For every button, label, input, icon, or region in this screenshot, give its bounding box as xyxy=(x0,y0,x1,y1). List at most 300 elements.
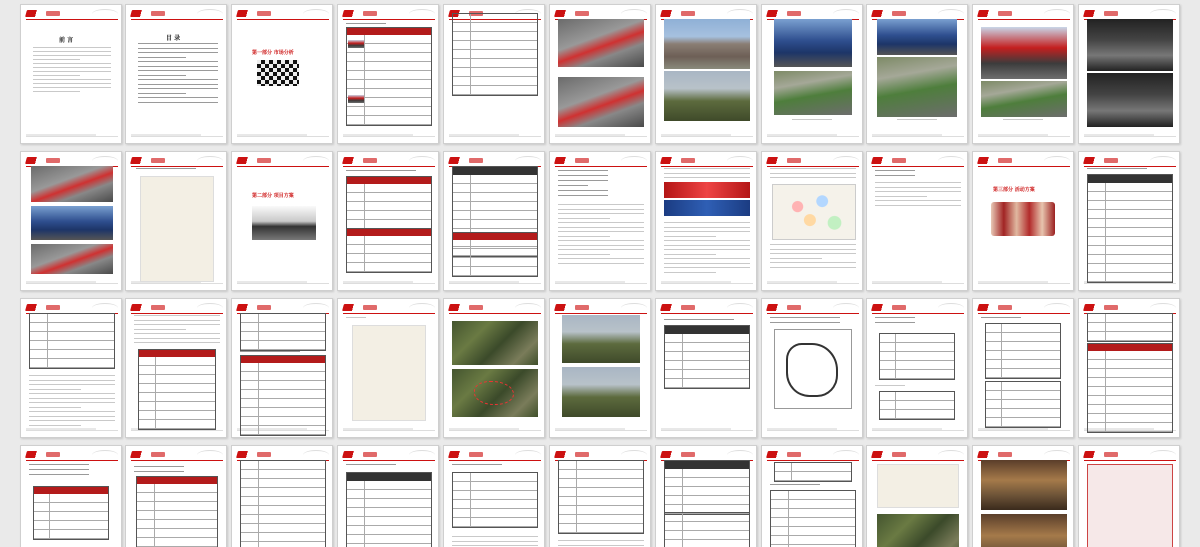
header-swirl xyxy=(1044,303,1070,313)
header-swirl xyxy=(938,450,964,460)
indoor-track-photo xyxy=(1087,73,1173,127)
table-header xyxy=(665,326,749,334)
table-row xyxy=(1088,219,1172,228)
text-line xyxy=(875,322,915,323)
text-line xyxy=(770,317,840,318)
building-photo xyxy=(664,19,750,69)
text-line xyxy=(29,411,115,412)
document-page-thumbnail[interactable] xyxy=(972,151,1074,291)
table-cell xyxy=(241,488,259,496)
document-page-thumbnail[interactable] xyxy=(655,445,757,547)
logo-text xyxy=(575,305,589,310)
table-row xyxy=(986,342,1060,351)
header-rule xyxy=(237,166,329,167)
table-row xyxy=(137,511,217,520)
document-page-thumbnail[interactable] xyxy=(761,445,863,547)
section-title: 第一部分 市场分析 xyxy=(252,50,294,56)
table-cell xyxy=(1088,237,1106,245)
table xyxy=(452,472,538,528)
document-page-thumbnail[interactable] xyxy=(549,298,651,438)
text-line xyxy=(664,245,750,246)
document-page-thumbnail[interactable] xyxy=(1078,151,1180,291)
document-page-thumbnail[interactable] xyxy=(125,4,227,144)
page-header xyxy=(767,156,859,166)
text-line xyxy=(33,91,80,92)
page-header xyxy=(872,9,964,19)
document-page-thumbnail[interactable] xyxy=(231,445,333,547)
page-header xyxy=(26,9,118,19)
page-header xyxy=(343,303,435,313)
logo-mark xyxy=(130,157,150,164)
header-rule xyxy=(237,19,329,20)
table-header xyxy=(139,350,215,357)
table-header xyxy=(137,477,217,484)
logo-text xyxy=(787,452,801,457)
header-swirl xyxy=(409,156,435,166)
table-cell xyxy=(347,263,365,271)
text-line xyxy=(33,51,111,52)
logo-text xyxy=(257,158,271,163)
text-line xyxy=(29,402,115,403)
document-page-thumbnail[interactable] xyxy=(337,151,439,291)
table-cell xyxy=(880,401,896,409)
header-rule xyxy=(343,166,435,167)
document-page-thumbnail[interactable] xyxy=(231,4,333,144)
table-cell xyxy=(771,536,789,544)
document-page-thumbnail[interactable] xyxy=(125,151,227,291)
text-line xyxy=(664,222,750,223)
document-page-thumbnail[interactable] xyxy=(231,298,333,438)
page-footer xyxy=(767,136,859,138)
table xyxy=(879,391,955,420)
table-cell xyxy=(453,220,471,228)
table-row xyxy=(453,267,537,276)
table-row xyxy=(139,402,215,411)
table-cell xyxy=(986,342,1002,350)
table-cell xyxy=(880,352,896,360)
table-row xyxy=(347,526,431,535)
table-row xyxy=(986,369,1060,378)
table-row xyxy=(137,529,217,538)
venue-photo xyxy=(774,19,852,67)
checkered-flag-photo xyxy=(257,60,299,86)
text-line xyxy=(29,425,81,426)
page-header xyxy=(661,303,753,313)
header-swirl xyxy=(92,156,118,166)
table-cell xyxy=(34,530,50,538)
table-row xyxy=(453,86,537,95)
table-row xyxy=(241,372,325,381)
header-rule xyxy=(449,460,541,461)
table-header xyxy=(1088,344,1172,351)
table-row xyxy=(1088,228,1172,237)
header-swirl xyxy=(833,9,859,19)
page-footer xyxy=(978,283,1070,285)
text-line xyxy=(770,322,840,323)
document-page-thumbnail[interactable] xyxy=(337,445,439,547)
logo-text xyxy=(151,305,165,310)
table-row xyxy=(30,341,114,350)
table xyxy=(138,349,216,430)
document-page-thumbnail[interactable] xyxy=(337,4,439,144)
text-line xyxy=(33,71,111,72)
logo-mark xyxy=(130,304,150,311)
table-cell xyxy=(665,496,683,504)
page-header xyxy=(661,9,753,19)
header-rule xyxy=(661,313,753,314)
table-row xyxy=(241,399,325,408)
logo-mark xyxy=(766,157,786,164)
page-footer xyxy=(237,136,329,138)
table-row xyxy=(347,193,431,202)
table-cell xyxy=(30,323,48,331)
header-swirl xyxy=(621,156,647,166)
table-cell xyxy=(347,535,365,543)
logo-mark xyxy=(1083,304,1103,311)
table-row xyxy=(1088,264,1172,273)
table-row xyxy=(347,107,431,116)
table-cell xyxy=(347,245,365,253)
document-page-thumbnail[interactable] xyxy=(655,298,757,438)
logo-text xyxy=(1104,452,1118,457)
text-line xyxy=(664,267,750,268)
document-page-thumbnail[interactable] xyxy=(443,151,545,291)
document-page-thumbnail[interactable] xyxy=(20,151,122,291)
document-page-thumbnail[interactable] xyxy=(337,298,439,438)
document-page-thumbnail[interactable] xyxy=(866,4,968,144)
text-line xyxy=(29,393,115,394)
table-cell xyxy=(453,77,471,85)
area-map xyxy=(352,325,426,421)
table-cell xyxy=(771,509,789,517)
table-cell xyxy=(453,14,471,22)
document-page-thumbnail[interactable] xyxy=(20,4,122,144)
logo-text xyxy=(469,452,483,457)
table-row xyxy=(453,23,537,32)
table-header xyxy=(347,229,431,236)
table-cell xyxy=(241,533,259,541)
document-page-thumbnail[interactable] xyxy=(443,4,545,144)
text-line xyxy=(29,464,89,465)
table-row xyxy=(665,361,749,370)
table-cell xyxy=(453,86,471,94)
logo-mark xyxy=(130,10,150,17)
logo-text xyxy=(892,158,906,163)
table-row xyxy=(347,508,431,517)
table-row xyxy=(453,240,537,249)
table-cell xyxy=(771,500,789,508)
photo xyxy=(31,206,113,240)
text-line xyxy=(875,191,961,192)
table-row xyxy=(139,384,215,393)
table-cell xyxy=(665,531,683,539)
table-row xyxy=(241,515,325,524)
logo-mark xyxy=(448,304,468,311)
document-page-thumbnail[interactable] xyxy=(972,445,1074,547)
kart-track-photo xyxy=(558,77,644,127)
venue-exterior-photo xyxy=(1087,19,1173,71)
header-rule xyxy=(872,313,964,314)
logo-text xyxy=(787,305,801,310)
table-cell xyxy=(347,193,365,201)
header-swirl xyxy=(303,303,329,313)
table-row xyxy=(139,411,215,420)
header-swirl xyxy=(938,303,964,313)
table-cell xyxy=(986,351,1002,359)
logo-text xyxy=(681,305,695,310)
document-page-thumbnail[interactable] xyxy=(20,445,122,547)
table-row xyxy=(347,254,431,263)
document-page-thumbnail[interactable] xyxy=(761,298,863,438)
table-row xyxy=(1088,405,1172,414)
document-page-thumbnail[interactable] xyxy=(866,445,968,547)
header-swirl xyxy=(409,303,435,313)
table xyxy=(240,460,326,547)
logo-text xyxy=(46,158,60,163)
table-cell xyxy=(1088,332,1106,340)
text-line xyxy=(875,175,915,176)
table-cell xyxy=(347,517,365,525)
venue-photo xyxy=(877,19,957,55)
table-cell xyxy=(453,41,471,49)
document-page-thumbnail[interactable] xyxy=(866,298,968,438)
table-cell xyxy=(347,211,365,219)
header-swirl xyxy=(515,303,541,313)
table-cell xyxy=(241,390,259,398)
table-row xyxy=(347,53,431,62)
table-cell xyxy=(453,518,471,526)
header-swirl xyxy=(197,303,223,313)
text-line xyxy=(138,93,186,94)
header-rule xyxy=(343,19,435,20)
table-cell xyxy=(241,524,259,532)
logo-mark xyxy=(448,451,468,458)
text-line xyxy=(29,416,115,417)
document-page-thumbnail[interactable] xyxy=(443,445,545,547)
table-row xyxy=(1088,237,1172,246)
text-line xyxy=(33,75,80,76)
page-footer xyxy=(131,430,223,432)
table-cell xyxy=(665,343,683,351)
page-header xyxy=(449,156,541,166)
document-page-thumbnail[interactable] xyxy=(972,4,1074,144)
table-row xyxy=(771,509,855,518)
header-swirl xyxy=(1044,9,1070,19)
page-footer xyxy=(661,430,753,432)
document-page-thumbnail[interactable] xyxy=(20,298,122,438)
logo-mark xyxy=(871,304,891,311)
table-row xyxy=(30,332,114,341)
table-cell xyxy=(1088,210,1106,218)
logo-mark xyxy=(554,451,574,458)
table xyxy=(240,355,326,436)
page-footer xyxy=(872,283,964,285)
text-line xyxy=(138,57,186,58)
table-row xyxy=(1088,201,1172,210)
text-line xyxy=(770,262,856,263)
table-row xyxy=(1088,246,1172,255)
table-cell xyxy=(241,542,259,547)
text-line xyxy=(664,177,750,178)
photo xyxy=(31,166,113,202)
table-row xyxy=(241,381,325,390)
table-cell xyxy=(30,341,48,349)
text-line xyxy=(664,254,716,255)
page-header xyxy=(978,303,1070,313)
document-page-thumbnail[interactable] xyxy=(125,298,227,438)
logo-mark xyxy=(554,304,574,311)
table-cell xyxy=(139,411,156,419)
page-header xyxy=(26,450,118,460)
page-footer xyxy=(26,136,118,138)
photo xyxy=(348,95,364,103)
header-swirl xyxy=(727,303,753,313)
document-page-thumbnail[interactable] xyxy=(655,151,757,291)
table-cell xyxy=(241,417,259,425)
header-rule xyxy=(449,313,541,314)
document-page-thumbnail[interactable] xyxy=(549,151,651,291)
promo-models-photo xyxy=(991,202,1055,236)
header-swirl xyxy=(515,450,541,460)
document-page-thumbnail[interactable] xyxy=(125,445,227,547)
table-row xyxy=(771,500,855,509)
page-header xyxy=(978,9,1070,19)
table-header xyxy=(665,461,749,469)
text-line xyxy=(1003,119,1043,120)
site-outline xyxy=(474,381,514,405)
table-cell xyxy=(30,314,48,322)
header-swirl xyxy=(92,9,118,19)
text-line xyxy=(875,170,915,171)
table-row xyxy=(453,473,537,482)
page-footer xyxy=(131,283,223,285)
header-rule xyxy=(978,166,1070,167)
table-row xyxy=(453,249,537,258)
document-page-thumbnail[interactable] xyxy=(1078,445,1180,547)
table xyxy=(346,176,432,230)
text-line xyxy=(452,536,538,537)
text-line xyxy=(664,236,716,237)
header-swirl xyxy=(621,9,647,19)
table-row xyxy=(347,202,431,211)
logo-mark xyxy=(342,157,362,164)
table-row xyxy=(453,518,537,527)
text-line xyxy=(558,170,608,171)
page-header xyxy=(767,9,859,19)
document-page-thumbnail[interactable] xyxy=(549,445,651,547)
table-cell xyxy=(1088,314,1106,322)
text-line xyxy=(875,205,961,206)
text-line xyxy=(29,469,89,470)
page-footer xyxy=(26,430,118,432)
page-footer xyxy=(767,283,859,285)
page-footer xyxy=(1084,136,1176,138)
logo-text xyxy=(46,452,60,457)
text-line xyxy=(138,52,218,53)
table-cell xyxy=(137,484,155,492)
text-line xyxy=(558,249,644,250)
table-cell xyxy=(986,409,1002,417)
document-page-thumbnail[interactable] xyxy=(231,151,333,291)
table-cell xyxy=(241,470,259,478)
text-line xyxy=(33,47,111,48)
mall-interior-photo xyxy=(981,514,1067,547)
table-cell xyxy=(347,62,365,70)
table-cell xyxy=(1088,219,1106,227)
section-title: 第三部分 活动方案 xyxy=(993,187,1035,193)
logo-text xyxy=(151,11,165,16)
logo-mark xyxy=(25,451,45,458)
table-row xyxy=(559,524,643,533)
page-footer xyxy=(449,430,541,432)
page-header xyxy=(555,303,647,313)
document-page-thumbnail[interactable] xyxy=(549,4,651,144)
document-page-thumbnail[interactable] xyxy=(1078,298,1180,438)
text-line xyxy=(792,119,832,120)
table-header xyxy=(241,356,325,363)
table-cell xyxy=(241,341,259,349)
table-cell xyxy=(347,71,365,79)
table-row xyxy=(453,59,537,68)
document-page-thumbnail[interactable] xyxy=(972,298,1074,438)
table-cell xyxy=(347,508,365,516)
header-swirl xyxy=(1044,450,1070,460)
table-cell xyxy=(1088,414,1106,422)
document-page-thumbnail[interactable] xyxy=(655,4,757,144)
text-line xyxy=(138,102,218,103)
table-cell xyxy=(559,524,577,532)
logo-text xyxy=(363,11,377,16)
table-header xyxy=(34,487,108,494)
table xyxy=(346,228,432,273)
table-row xyxy=(139,393,215,402)
table-cell xyxy=(1088,396,1106,404)
table-row xyxy=(241,341,325,350)
table-row xyxy=(665,469,749,478)
document-page-thumbnail[interactable] xyxy=(443,298,545,438)
table-cell xyxy=(453,175,471,183)
text-line xyxy=(134,342,220,343)
table-row xyxy=(30,359,114,368)
table-row xyxy=(347,517,431,526)
text-line xyxy=(664,173,750,174)
page-header xyxy=(1084,9,1176,19)
document-page-thumbnail[interactable] xyxy=(1078,4,1180,144)
table-row xyxy=(137,484,217,493)
table-row xyxy=(30,314,114,323)
document-page-thumbnail[interactable] xyxy=(761,151,863,291)
table-row xyxy=(453,175,537,184)
page-header xyxy=(237,9,329,19)
page-footer xyxy=(555,136,647,138)
table-cell xyxy=(1088,192,1106,200)
header-swirl xyxy=(303,9,329,19)
document-page-thumbnail[interactable] xyxy=(761,4,863,144)
table-cell xyxy=(559,461,577,469)
table-cell xyxy=(986,418,1002,426)
table-cell xyxy=(137,502,155,510)
table xyxy=(985,323,1061,379)
table-row xyxy=(453,509,537,518)
header-swirl xyxy=(727,156,753,166)
text-line xyxy=(33,67,111,68)
document-page-thumbnail[interactable] xyxy=(866,151,968,291)
table-cell xyxy=(241,314,259,322)
logo-mark xyxy=(766,10,786,17)
page-header xyxy=(131,303,223,313)
text-line xyxy=(138,48,218,49)
table-row xyxy=(34,530,108,539)
